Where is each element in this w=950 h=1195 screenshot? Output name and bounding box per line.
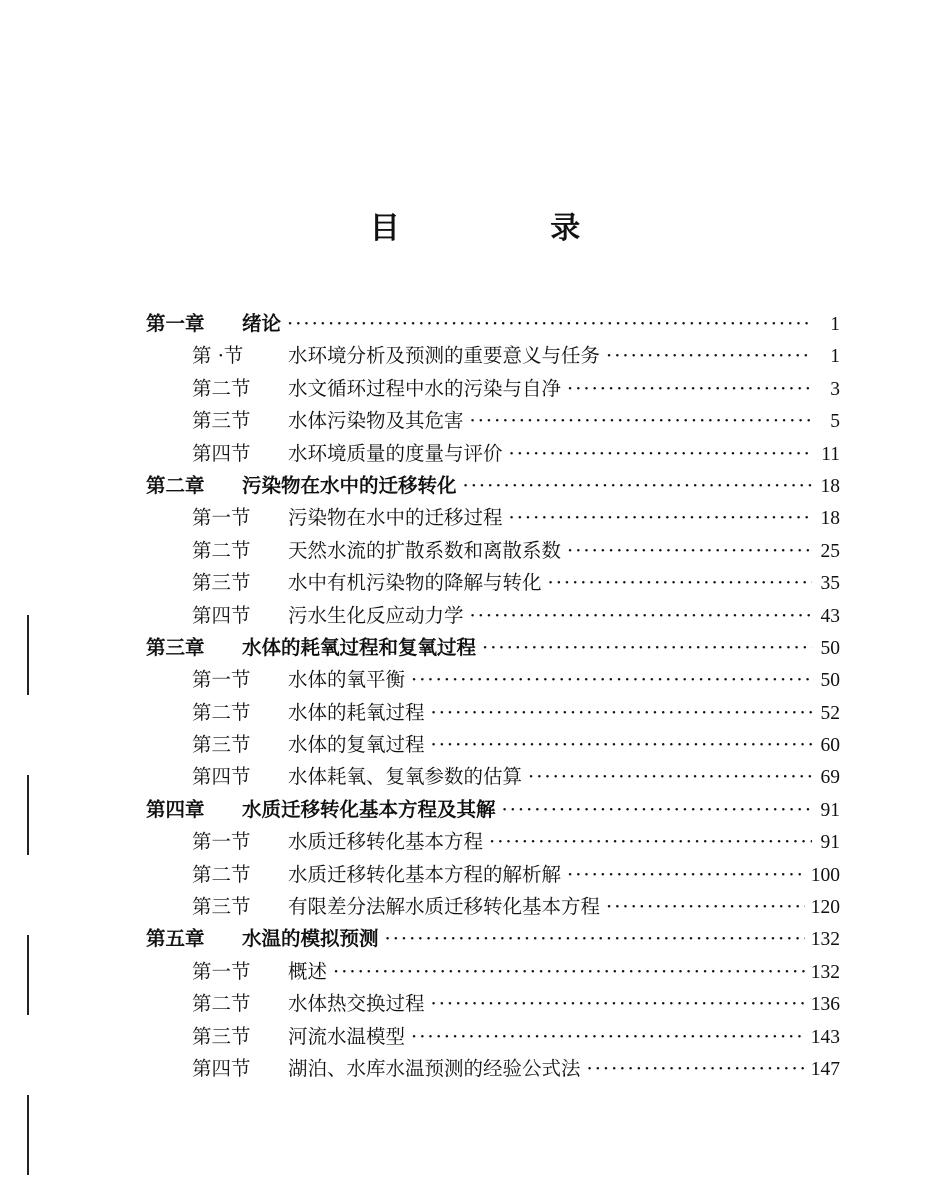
toc-page-number: 50 xyxy=(820,670,840,692)
toc-entry-title: 污染物在水中的迁移过程 xyxy=(288,506,503,530)
toc-entry-number: 第三节 xyxy=(192,571,251,595)
toc-page-number: 1 xyxy=(830,346,840,368)
toc-entry-number: 第一节 xyxy=(192,506,251,530)
toc-entry-title: 水温的模拟预测 xyxy=(242,927,379,951)
toc-entry-number: 第四章 xyxy=(146,797,205,821)
toc-entry-number: 第四节 xyxy=(192,441,251,465)
toc-section-row[interactable] xyxy=(146,567,840,599)
toc-entry-number: 第一节 xyxy=(192,830,251,854)
toc-entry-title: 有限差分法解水质迁移转化基本方程 xyxy=(288,895,601,919)
toc-page-number: 147 xyxy=(810,1058,840,1080)
toc-entry-number: 第二节 xyxy=(192,992,251,1016)
toc-dot-leader xyxy=(333,956,805,988)
toc-entry-title: 湖泊、水库水温预测的经验公式法 xyxy=(288,1056,581,1080)
toc-page-number: 120 xyxy=(810,897,840,919)
toc-section-row[interactable] xyxy=(146,697,840,729)
toc-page-number: 100 xyxy=(810,864,840,886)
toc-page-number: 91 xyxy=(820,799,840,821)
toc-entry-title: 水体的耗氧过程和复氧过程 xyxy=(242,635,477,659)
toc-page-number: 18 xyxy=(820,475,840,497)
toc-dot-leader xyxy=(463,470,812,502)
toc-dot-leader xyxy=(587,1053,805,1085)
toc-entry-title: 污水生化反应动力学 xyxy=(288,603,464,627)
toc-dot-leader xyxy=(431,729,812,761)
toc-entry-number: 第二节 xyxy=(192,538,251,562)
page-title: 目 录 xyxy=(369,211,651,246)
toc-section-row[interactable] xyxy=(146,988,840,1020)
toc-chapter-row[interactable] xyxy=(146,794,840,826)
toc-section-row[interactable] xyxy=(146,859,840,891)
toc-entry-number: 第三节 xyxy=(192,895,251,919)
toc-section-row[interactable] xyxy=(146,664,840,696)
toc-page-number: 1 xyxy=(830,314,840,335)
toc-entry-number: 第一节 xyxy=(192,668,251,692)
table-of-contents xyxy=(146,308,840,1085)
toc-entry-title: 水体的耗氧过程 xyxy=(288,700,425,724)
toc-entry-number: 第五章 xyxy=(146,927,205,951)
toc-section-row[interactable] xyxy=(146,600,840,632)
toc-page-number: 60 xyxy=(820,735,840,757)
toc-dot-leader xyxy=(411,1021,805,1053)
toc-page-number: 132 xyxy=(810,961,840,983)
margin-line xyxy=(27,615,29,695)
toc-page-number: 11 xyxy=(821,443,840,465)
toc-entry-title: 水体的复氧过程 xyxy=(288,733,425,757)
toc-section-row[interactable] xyxy=(146,438,840,470)
toc-page-number: 5 xyxy=(830,411,840,433)
toc-dot-leader xyxy=(567,859,805,891)
toc-entry-title: 水环境质量的度量与评价 xyxy=(288,441,503,465)
toc-section-row[interactable] xyxy=(146,340,840,372)
toc-entry-number: 第一节 xyxy=(192,959,251,983)
toc-entry-title: 水体耗氧、复氧参数的估算 xyxy=(288,765,523,789)
toc-dot-leader xyxy=(431,697,812,729)
toc-section-row[interactable] xyxy=(146,729,840,761)
toc-section-row[interactable] xyxy=(146,826,840,858)
toc-dot-leader xyxy=(606,340,812,372)
toc-entry-title: 概述 xyxy=(288,959,328,983)
toc-entry-number: 第一章 xyxy=(146,312,205,335)
margin-line xyxy=(27,935,29,1015)
toc-entry-title: 天然水流的扩散系数和离散系数 xyxy=(288,538,562,562)
toc-dot-leader xyxy=(548,567,812,599)
toc-section-row[interactable] xyxy=(146,1053,840,1085)
toc-dot-leader xyxy=(489,826,812,858)
toc-entry-number: 第三章 xyxy=(146,635,205,659)
toc-page-number: 136 xyxy=(810,994,840,1016)
toc-section-row[interactable] xyxy=(146,502,840,534)
toc-dot-leader xyxy=(567,535,812,567)
toc-section-row[interactable] xyxy=(146,956,840,988)
toc-section-row[interactable] xyxy=(146,761,840,793)
toc-section-row[interactable] xyxy=(146,1021,840,1053)
toc-page-number: 69 xyxy=(820,767,840,789)
toc-page-number: 3 xyxy=(830,378,840,400)
toc-dot-leader xyxy=(470,405,812,437)
toc-entry-title: 水质迁移转化基本方程及其解 xyxy=(242,797,496,821)
toc-entry-title: 水环境分析及预测的重要意义与任务 xyxy=(288,344,601,368)
toc-dot-leader xyxy=(411,664,812,696)
toc-dot-leader xyxy=(606,891,805,923)
toc-page-number: 91 xyxy=(820,832,840,854)
toc-dot-leader xyxy=(502,794,812,826)
toc-dot-leader xyxy=(567,373,812,405)
toc-section-row[interactable] xyxy=(146,535,840,567)
toc-dot-leader xyxy=(287,308,812,340)
toc-dot-leader xyxy=(470,600,812,632)
toc-entry-number: 第三节 xyxy=(192,409,251,433)
toc-entry-number: 第二节 xyxy=(192,700,251,724)
toc-dot-leader xyxy=(431,988,805,1020)
toc-entry-title: 水体污染物及其危害 xyxy=(288,409,464,433)
toc-entry-number: 第三节 xyxy=(192,733,251,757)
toc-dot-leader xyxy=(509,438,812,470)
toc-entry-title: 水体的氧平衡 xyxy=(288,668,406,692)
toc-chapter-row[interactable] xyxy=(146,923,840,955)
toc-page-number: 35 xyxy=(820,573,840,595)
toc-entry-number: 第 ·节 xyxy=(192,344,244,368)
margin-line xyxy=(27,775,29,855)
toc-page-number: 52 xyxy=(820,702,840,724)
toc-page-number: 132 xyxy=(810,929,840,951)
toc-chapter-row[interactable] xyxy=(146,308,840,340)
toc-page-number: 25 xyxy=(820,540,840,562)
toc-entry-number: 第四节 xyxy=(192,603,251,627)
toc-entry-number: 第三节 xyxy=(192,1024,251,1048)
toc-section-row[interactable] xyxy=(146,373,840,405)
toc-entry-title: 水中有机污染物的降解与转化 xyxy=(288,571,542,595)
toc-entry-title: 水质迁移转化基本方程的解析解 xyxy=(288,862,562,886)
margin-line xyxy=(27,1095,29,1175)
toc-entry-number: 第二章 xyxy=(146,473,205,497)
toc-entry-number: 第二节 xyxy=(192,376,251,400)
toc-entry-title: 河流水温模型 xyxy=(288,1024,406,1048)
toc-entry-title: 绪论 xyxy=(242,312,282,335)
toc-chapter-row[interactable] xyxy=(146,632,840,664)
toc-entry-title: 污染物在水中的迁移转化 xyxy=(242,473,457,497)
toc-entry-number: 第四节 xyxy=(192,765,251,789)
toc-section-row[interactable] xyxy=(146,405,840,437)
toc-page-number: 50 xyxy=(820,637,840,659)
toc-section-row[interactable] xyxy=(146,891,840,923)
toc-entry-number: 第四节 xyxy=(192,1056,251,1080)
toc-entry-title: 水质迁移转化基本方程 xyxy=(288,830,484,854)
toc-entry-number: 第二节 xyxy=(192,862,251,886)
toc-page-number: 43 xyxy=(820,605,840,627)
toc-page-number: 18 xyxy=(820,508,840,530)
toc-dot-leader xyxy=(482,632,812,664)
toc-dot-leader xyxy=(385,923,805,955)
toc-dot-leader xyxy=(528,761,812,793)
toc-page-number: 143 xyxy=(810,1026,840,1048)
toc-entry-title: 水体热交换过程 xyxy=(288,992,425,1016)
toc-chapter-row[interactable] xyxy=(146,470,840,502)
toc-entry-title: 水文循环过程中水的污染与自净 xyxy=(288,376,562,400)
toc-dot-leader xyxy=(509,502,812,534)
